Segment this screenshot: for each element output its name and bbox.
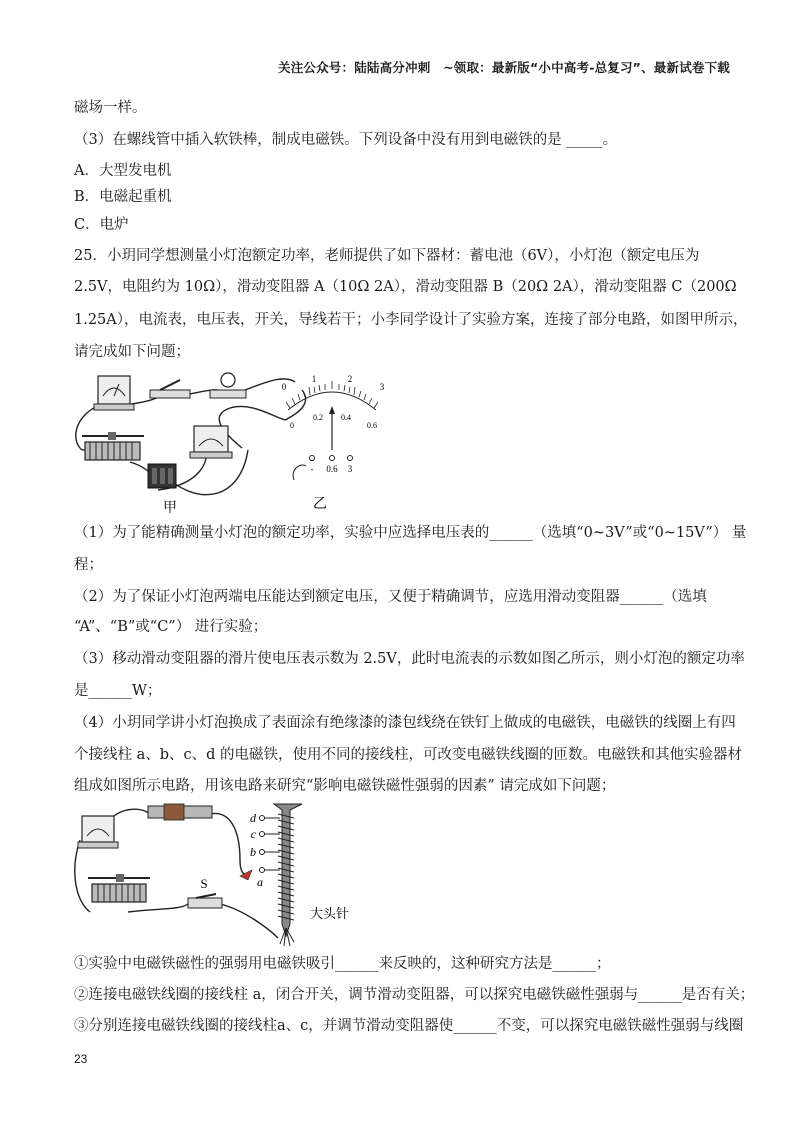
terminal-b: b [250,845,256,859]
option-b: B．电磁起重机 [74,189,172,205]
scale-bottom-label: 0.2 [313,413,323,422]
sub-question-1: ①实验中电磁铁磁性的强弱用电磁铁吸引______来反映的，这种研究方法是______； [74,956,611,972]
text-line: 个接线柱 a、b、c、d 的电磁铁，使用不同的接线柱，可改变电磁铁线圈的匝数。电磁铁和其他实验器材 [74,747,743,763]
terminal-d: d [250,811,256,825]
rheostat-icon [82,432,144,460]
text-line: 磁场一样。 [74,100,147,116]
scale-top-label: 3 [379,382,385,392]
option-a: A．大型发电机 [74,163,172,179]
scale-top-label: 2 [347,374,353,384]
scale-bottom-label: 0 [290,421,294,430]
question-25-1: （1）为了能精确测量小灯泡的额定功率，实验中应选择电压表的______（选填“0~3V”或“0~15V”） 量 [74,525,747,541]
switch-label: S [200,876,208,891]
battery-icon [148,804,212,820]
text-line: 是______W； [74,683,162,699]
page-header: 关注公众号：陆陆高分冲刺 ~领取：最新版“小中高考-总复习”、最新试卷下载 [278,60,730,75]
switch-icon [188,894,222,908]
figure-circuit-1 [70,370,390,520]
question-25-2: （2）为了保证小灯泡两端电压能达到额定电压，又便于精确调节，应选用滑动变阻器______（选填 [74,589,707,605]
terminal-label: 3 [347,464,353,474]
terminal-label: - [310,464,314,474]
terminal-a: a [257,875,263,889]
scale-bottom-label: 0.4 [341,413,351,422]
question-25-4: （4）小玥同学讲小灯泡换成了表面涂有绝缘漆的漆包线绕在铁钉上做成的电磁铁，电磁铁的线圈上有四 [74,715,736,731]
pins-label: 大头针 [310,906,350,921]
lamp-icon [210,373,246,398]
sub-question-3: ③分别连接电磁铁线圈的接线柱a、c，并调节滑动变阻器使______不变，可以探究电磁铁磁性强弱与线圈 [74,1018,744,1034]
text-line: 组成如图所示电路，用该电路来研究“影响电磁铁磁性强弱的因素” 请完成如下问题； [74,778,616,794]
scale-top-label: 0 [281,382,287,392]
question-25-3: （3）移动滑动变阻器的滑片使电压表示数为 2.5V，此时电流表的示数如图乙所示，则小灯泡的额定功率 [74,651,745,667]
battery-icon [148,464,176,488]
scale-top-label: 1 [311,374,317,384]
terminal-label: 0.6 [326,464,338,474]
page-number: 23 [74,1052,88,1066]
terminal-c: c [250,827,256,841]
scale-bottom-label: 0.6 [367,421,377,430]
text-line: 2.5V，电阻约为 10Ω），滑动变阻器 A（10Ω 2A），滑动变阻器 B（20Ω 2A），滑动变阻器 C（200Ω [74,279,737,295]
option-c: C．电炉 [74,217,129,233]
caption-jia: 甲 [163,501,177,516]
electromagnet-icon [260,804,303,946]
sub-question-2: ②连接电磁铁线圈的接线柱 a，闭合开关，调节滑动变阻器，可以探究电磁铁磁性强弱与______是否有关； [74,987,755,1003]
ammeter-icon [78,816,118,848]
voltmeter-icon [94,376,134,410]
ammeter-icon [190,426,232,458]
text-line: “A”、“B”或“C”） 进行实验； [74,619,268,635]
text-line: 请完成如下问题； [74,344,190,360]
text-line: （3）在螺线管中插入软铁棒，制成电磁铁。下列设备中没有用到电磁铁的是 _____。 [74,132,618,148]
question-25: 25．小玥同学想测量小灯泡额定功率，老师提供了如下器材：蓄电池（6V），小灯泡（额定电压为 [74,248,700,264]
caption-yi: 乙 [313,497,327,512]
rheostat-icon [88,874,150,902]
switch-icon [150,380,190,398]
figure-circuit-2 [70,800,370,948]
text-line: 程； [74,557,103,573]
ammeter-scale [282,374,385,512]
text-line: 1.25A），电流表，电压表，开关，导线若干；小李同学设计了实验方案，连接了部分电路，如图甲所示， [74,312,748,328]
